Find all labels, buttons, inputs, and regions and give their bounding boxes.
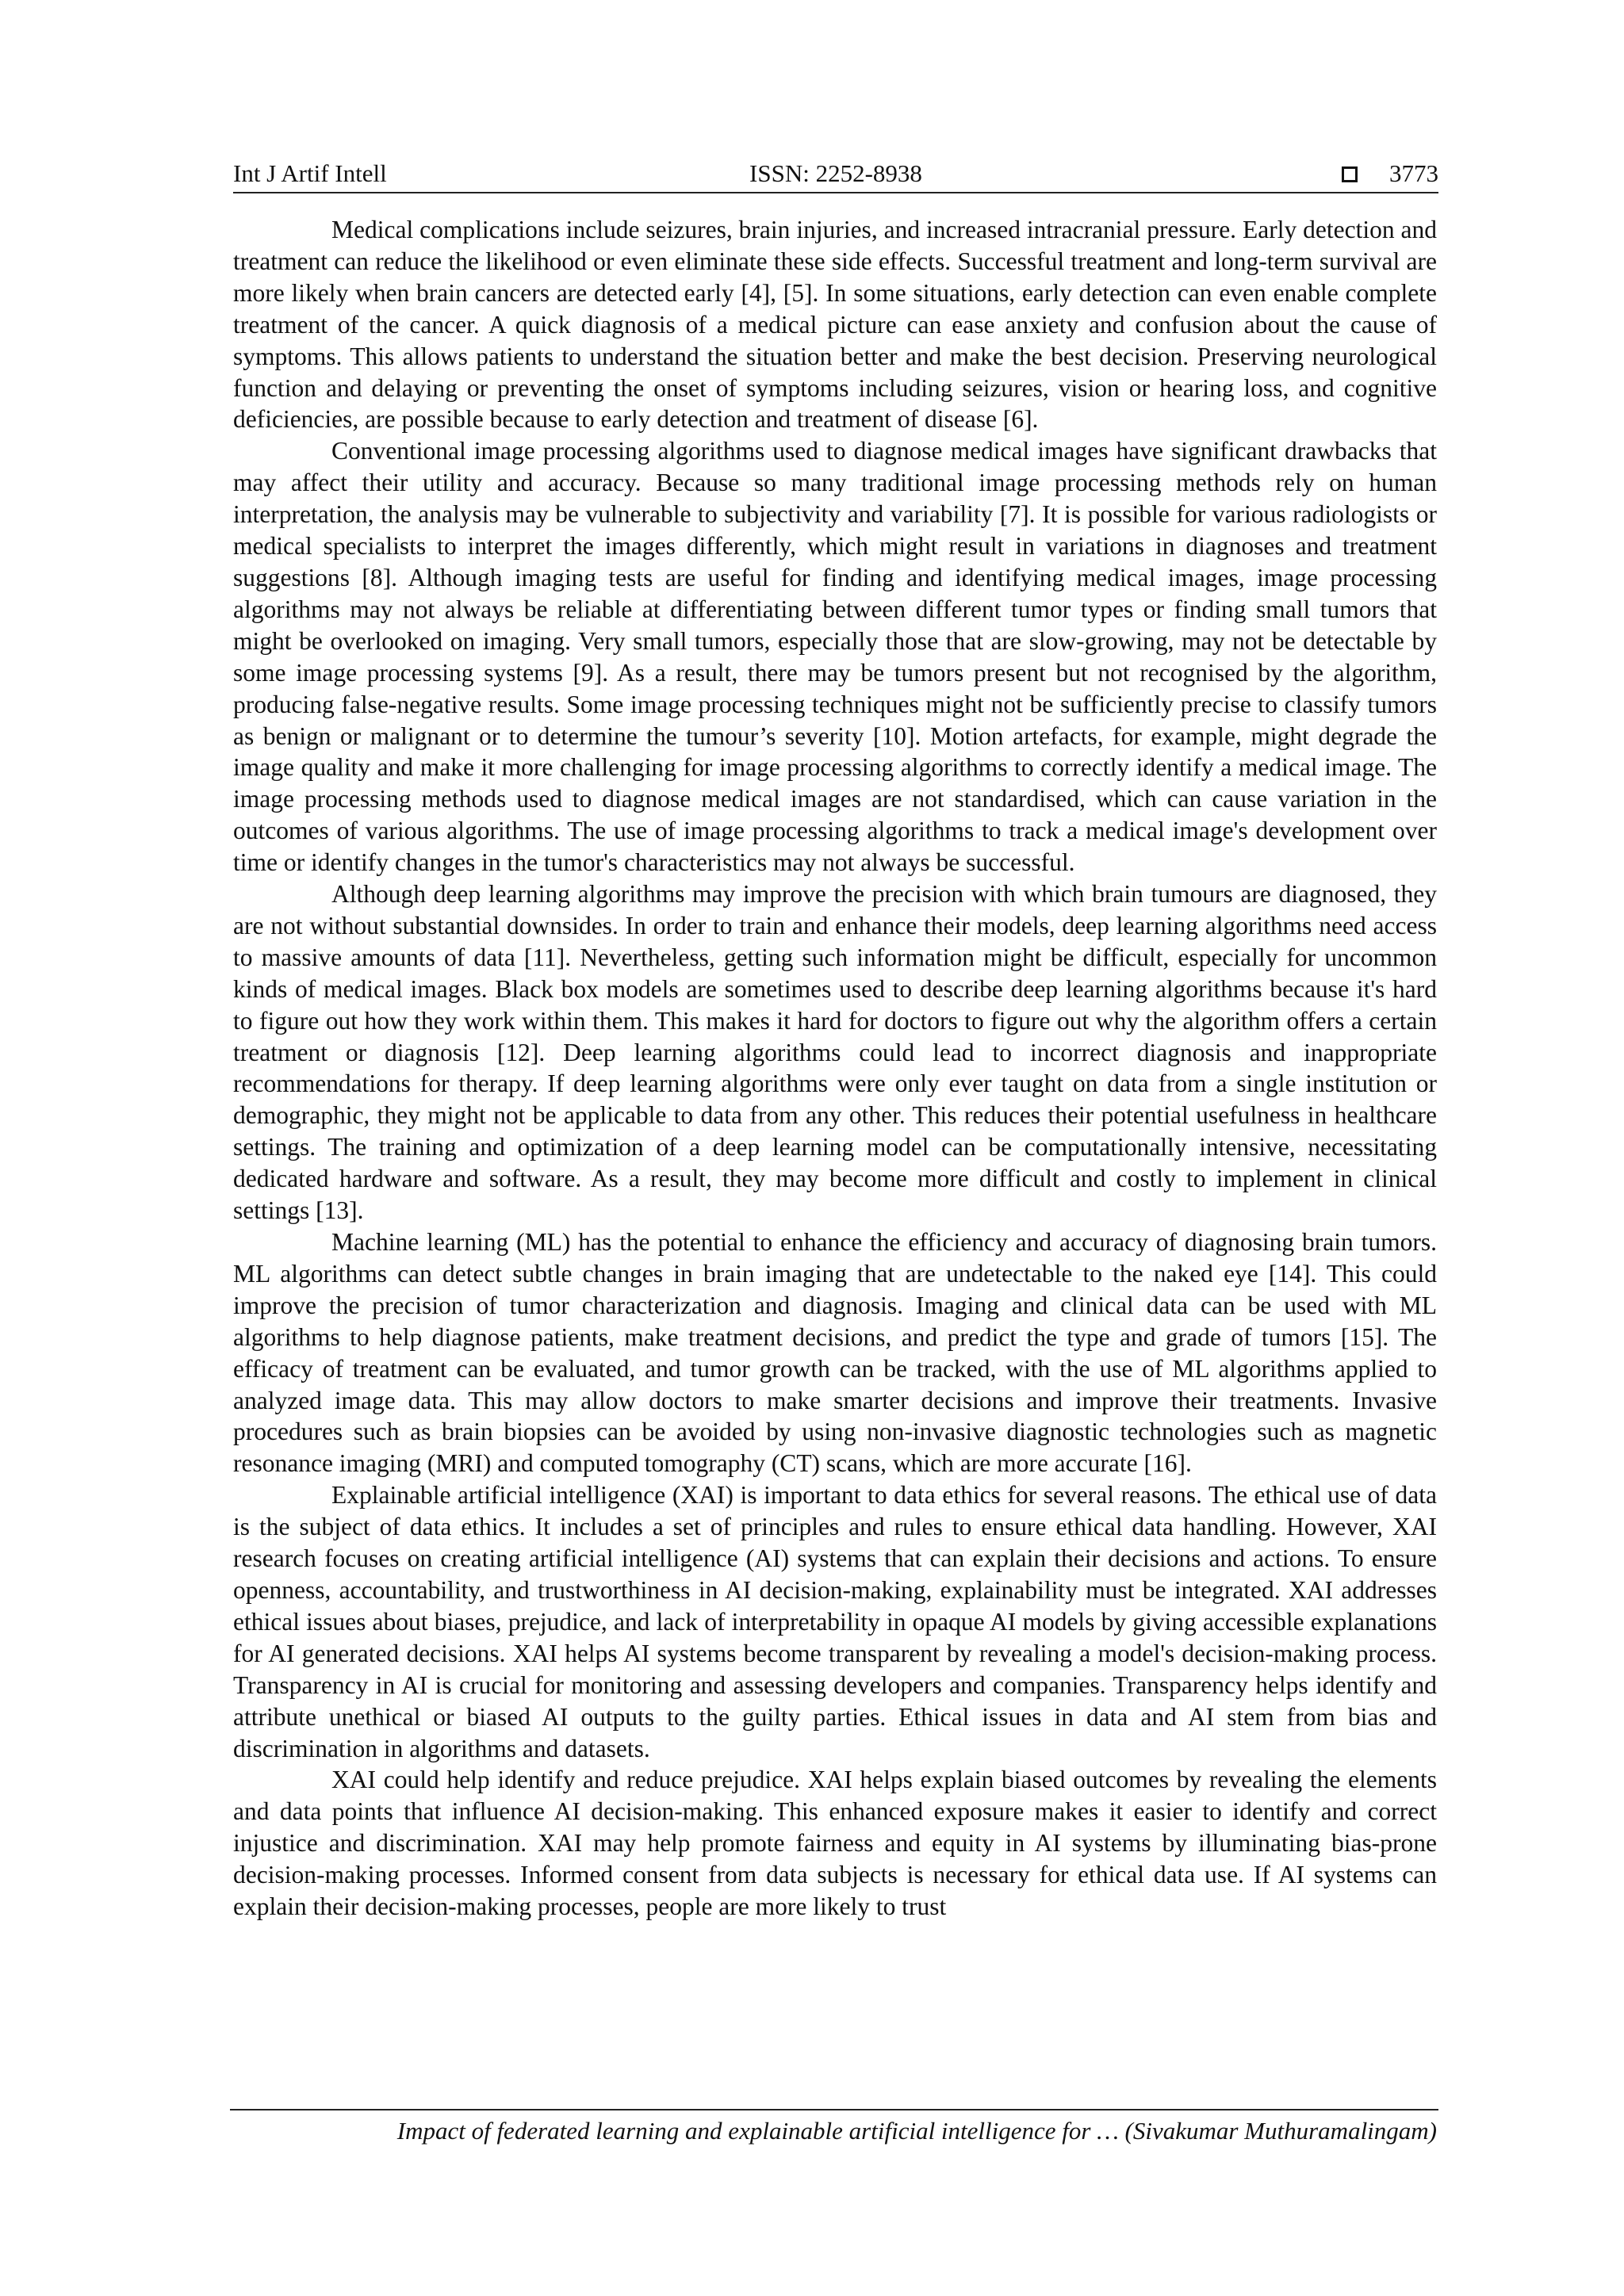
paragraph: XAI could help identify and reduce prejudice. XAI helps explain biased outcomes by revealing the elements and data points that influence AI decision-making. This enhanced exposure makes it easier to identify and correct injustice and discrimination. XAI may help promote fairness and equity in AI systems by illuminating bias-prone decision-making processes. Informed consent from data subjects is necessary for ethical data use. If AI systems can explain their decision-making processes, people are more likely to trust [233, 1766, 1437, 1921]
footer-rule [230, 2109, 1438, 2110]
paragraph: Medical complications include seizures, brain injuries, and increased intracranial pressure. Early detection and treatment can reduce the likelihood or even eliminate these side effects. Successful treatment and long-term survival are more likely when brain cancers are detected early [4], [5]. In some situations, early detection can even enable complete treatment of the cancer. A quick diagnosis of a medical picture can ease anxiety and confusion about the cause of symptoms. This allows patients to understand the situation better and make the best decision. Preserving neurological function and delaying or preventing the onset of symptoms including seizures, vision or hearing loss, and cognitive deficiencies, are possible because to early detection and treatment of disease [6]. [233, 216, 1437, 434]
page-header [233, 155, 1438, 193]
paragraph: Conventional image processing algorithms used to diagnose medical images have significant drawbacks that may affect their utility and accuracy. Because so many traditional image processing methods rely on human interpretation, the analysis may be vulnerable to subjectivity and variability [7]. It is possible for various radiologists or medical specialists to interpret the images differently, which might result in variations in diagnoses and treatment suggestions [8]. Although imaging tests are useful for finding and identifying medical images, image processing algorithms may not always be reliable at differentiating between different tumor types or finding small tumors that might be overlooked on imaging. Very small tumors, especially those that are slow-growing, may not be detectable by some image processing systems [9]. As a result, there may be tumors present but not recognised by the algorithm, producing false-negative results. Some image processing techniques might not be sufficiently precise to classify tumors as benign or malignant or to determine the tumour’s severity [10]. Motion artefacts, for example, might degrade the image quality and make it more challenging for image processing algorithms to correctly identify a medical image. The image processing methods used to diagnose medical images are not standardised, which can cause variation in the outcomes of various algorithms. The use of image processing algorithms to track a medical image's development over time or identify changes in the tumor's characteristics may not always be successful. [233, 437, 1437, 877]
issn: ISSN: 2252-8938 [749, 159, 922, 187]
journal-name: Int J Artif Intell [233, 159, 387, 187]
body-text [233, 214, 1437, 1923]
running-footer: Impact of federated learning and explainable artificial intelligence for … (Sivakumar Muthuramalingam) [396, 2117, 1437, 2145]
page-number: 3773 [1389, 159, 1438, 187]
page-number-group [1342, 155, 1438, 192]
paragraph: Machine learning (ML) has the potential to enhance the efficiency and accuracy of diagnosing brain tumors. ML algorithms can detect subtle changes in brain imaging that are undetectable to the naked eye [14]. This could improve the precision of tumor characterization and diagnosis. Imaging and clinical data can be used with ML algorithms to help diagnose patients, make treatment decisions, and predict the type and grade of tumors [15]. The efficacy of treatment can be evaluated, and tumor growth can be tracked, with the use of ML algorithms applied to analyzed image data. This may allow doctors to make smarter decisions and improve their treatments. Invasive procedures such as brain biopsies can be avoided by using non-invasive diagnostic technologies such as magnetic resonance imaging (MRI) and computed tomography (CT) scans, which are more accurate [16]. [233, 1228, 1437, 1478]
paragraph: Explainable artificial intelligence (XAI) is important to data ethics for several reasons. The ethical use of data is the subject of data ethics. It includes a set of principles and rules to ensure ethical data handling. However, XAI research focuses on creating artificial intelligence (AI) systems that can explain their decisions and actions. To ensure openness, accountability, and trustworthiness in AI decision-making, explainability must be integrated. XAI addresses ethical issues about biases, prejudice, and lack of interpretability in opaque AI models by giving accessible explanations for AI generated decisions. XAI helps AI systems become transparent by revealing a model's decision-making process. Transparency in AI is crucial for monitoring and assessing developers and companies. Transparency helps identify and attribute unethical or biased AI outputs to the guilty parties. Ethical issues in data and AI stem from bias and discrimination in algorithms and datasets. [233, 1481, 1437, 1762]
paragraph: Although deep learning algorithms may improve the precision with which brain tumours are diagnosed, they are not without substantial downsides. In order to train and enhance their models, deep learning algorithms need access to massive amounts of data [11]. Nevertheless, getting such information might be difficult, especially for uncommon kinds of medical images. Black box models are sometimes used to describe deep learning algorithms because it's hard to figure out how they work within them. This makes it hard for doctors to figure out why the algorithm offers a certain treatment or diagnosis [12]. Deep learning algorithms could lead to incorrect diagnosis and inappropriate recommendations for therapy. If deep learning algorithms were only ever taught on data from a single institution or demographic, they might not be applicable to data from any other. This reduces their potential usefulness in healthcare settings. The training and optimization of a deep learning model can be computationally intensive, necessitating dedicated hardware and software. As a result, they may become more difficult and costly to implement in clinical settings [13]. [233, 880, 1437, 1225]
checkbox-square-icon [1342, 166, 1358, 182]
